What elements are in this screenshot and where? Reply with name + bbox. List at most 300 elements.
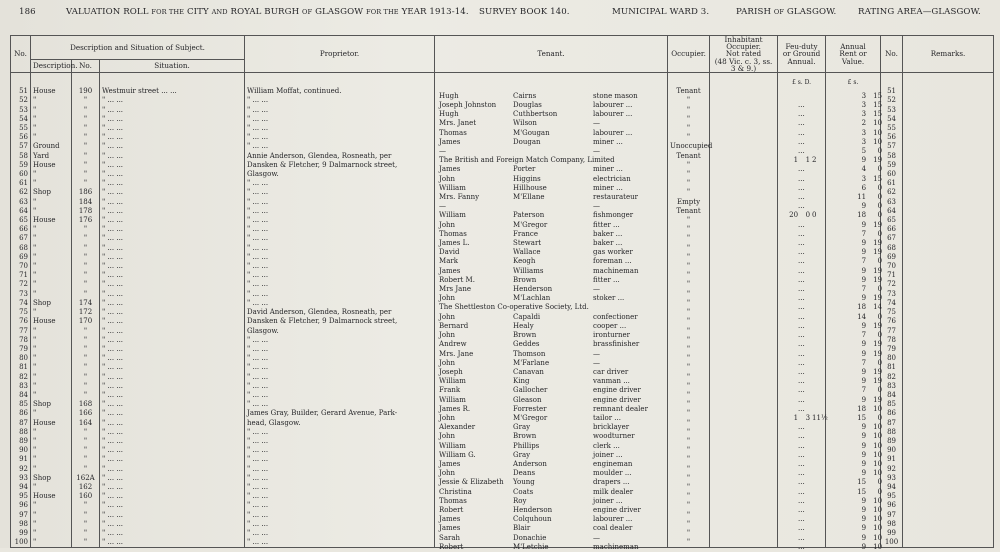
- situation-cell: " ... ...: [100, 115, 245, 124]
- situation-cell: " ... ...: [100, 501, 245, 510]
- tenant-cell: [435, 327, 668, 340]
- street-number-cell: 170: [72, 317, 100, 326]
- rent-pounds: 4: [861, 165, 867, 174]
- row-number: 64: [11, 207, 31, 216]
- feu-pence: 2: [812, 156, 817, 165]
- tenant-cell: [435, 152, 668, 165]
- situation-cell: " ... ...: [100, 336, 245, 345]
- rent-shillings: 19: [873, 395, 883, 404]
- table-row: [11, 96, 994, 105]
- occupier-cell: ": [668, 363, 710, 372]
- feu-duty-cell: [778, 253, 826, 266]
- tenant-occupation: milk dealer: [593, 487, 634, 496]
- remarks-cell: [903, 529, 994, 538]
- inhabitant-cell: [710, 400, 778, 409]
- rent-pounds: 9: [861, 340, 867, 349]
- annual-rent-cell: [826, 152, 883, 165]
- feu-duty-cell: [778, 96, 826, 110]
- description-cell: ": [31, 262, 72, 271]
- proprietor-cell: head, Glasgow.: [245, 419, 435, 428]
- occupier-cell: ": [668, 234, 710, 243]
- tenant-occupation: baker ...: [593, 239, 623, 248]
- tenant-first-name: Andrew: [439, 340, 467, 349]
- rent-pounds: 9: [861, 275, 867, 284]
- tenant-surname: Colquhoun: [513, 515, 552, 524]
- tenant-surname: Brown: [513, 275, 537, 284]
- situation-cell: " ... ...: [100, 152, 245, 161]
- inhabitant-cell: [710, 474, 778, 483]
- rent-shillings: 19: [873, 275, 883, 284]
- table-row: [11, 188, 994, 197]
- tenant-surname: M'Farlane: [513, 358, 550, 367]
- parish: PARISH OF GLASGOW.: [736, 7, 837, 17]
- row-number: 82: [11, 373, 31, 382]
- rent-pounds: 9: [861, 441, 867, 450]
- feu-placeholder: ...: [798, 174, 805, 183]
- street-number-cell: ": [72, 446, 100, 455]
- inhabitant-cell: [710, 529, 778, 538]
- tenant-surname: M'Gougan: [513, 128, 550, 137]
- table-row: [11, 465, 994, 474]
- rent-pounds: 9: [861, 469, 867, 478]
- annual-rent-cell: [826, 207, 883, 220]
- table-row: [11, 446, 994, 455]
- row-number: 69: [11, 253, 31, 262]
- description-cell: ": [31, 198, 72, 207]
- inhabitant-cell: [710, 373, 778, 382]
- row-number-right: 95: [881, 492, 903, 501]
- annual-rent-cell: [826, 345, 883, 358]
- proprietor-cell: " ... ...: [245, 336, 435, 345]
- remarks-cell: [903, 409, 994, 418]
- row-number: 58: [11, 152, 31, 161]
- situation-cell: " ... ...: [100, 382, 245, 391]
- rent-shillings: 0: [877, 478, 883, 487]
- row-number: 100: [11, 538, 31, 548]
- tenant-first-name: —: [439, 202, 447, 211]
- tenant-occupation: baker ...: [593, 229, 623, 238]
- tenant-first-name: Thomas: [439, 496, 467, 505]
- row-number-right: 71: [881, 271, 903, 280]
- description-cell: ": [31, 511, 72, 520]
- tenant-cell: [435, 308, 668, 321]
- table-row: [11, 262, 994, 271]
- situation-cell: " ... ...: [100, 492, 245, 501]
- description-cell: ": [31, 483, 72, 492]
- rent-pounds: 3: [861, 110, 867, 119]
- feu-placeholder: ...: [798, 285, 805, 294]
- occupier-cell: ": [668, 400, 710, 409]
- remarks-cell: [903, 419, 994, 428]
- annual-rent-cell: [826, 253, 883, 266]
- tenant-first-name: John: [439, 331, 456, 340]
- tenant-first-name: William: [439, 441, 466, 450]
- proprietor-cell: " ... ...: [245, 271, 435, 280]
- tenant-occupation: miner ...: [593, 183, 623, 192]
- street-number-cell: ": [72, 363, 100, 372]
- occupier-cell: Tenant: [668, 87, 710, 96]
- feu-placeholder: ...: [798, 505, 805, 514]
- rent-pounds: 9: [861, 450, 867, 459]
- description-cell: ": [31, 336, 72, 345]
- remarks-cell: [903, 455, 994, 464]
- inhabitant-cell: [710, 336, 778, 345]
- street-number-cell: ": [72, 244, 100, 253]
- proprietor-cell: " ... ...: [245, 474, 435, 483]
- rent-pounds: 3: [861, 174, 867, 183]
- occupier-cell: ": [668, 170, 710, 179]
- situation-cell: " ... ...: [100, 142, 245, 151]
- street-number-cell: 184: [72, 198, 100, 207]
- row-number: 84: [11, 391, 31, 400]
- row-number: 94: [11, 483, 31, 492]
- tenant-first-name: William: [439, 211, 466, 220]
- tenant-first-name: Bernard: [439, 321, 469, 330]
- feu-placeholder: ...: [798, 459, 805, 468]
- annual-rent-cell: [826, 437, 883, 450]
- tenant-first-name: James L.: [439, 239, 470, 248]
- occupier-cell: Unoccupied: [668, 142, 710, 151]
- row-number: 70: [11, 262, 31, 271]
- feu-duty-cell: [778, 483, 826, 496]
- rent-shillings: 19: [873, 349, 883, 358]
- description-cell: ": [31, 465, 72, 474]
- table-row: [11, 327, 994, 336]
- annual-rent-cell: [826, 290, 883, 303]
- feu-duty-cell: [778, 216, 826, 229]
- rent-shillings: 0: [877, 487, 883, 496]
- remarks-cell: [903, 152, 994, 161]
- tenant-cell: [435, 354, 668, 367]
- rent-pounds: 9: [861, 367, 867, 376]
- tenant-first-name: John: [439, 174, 456, 183]
- feu-duty-cell: [778, 179, 826, 192]
- feu-placeholder: ...: [798, 469, 805, 478]
- situation-cell: " ... ...: [100, 511, 245, 520]
- rent-pounds: 9: [861, 220, 867, 229]
- tenant-cell: [435, 299, 668, 312]
- street-number-cell: ": [72, 253, 100, 262]
- table-row: [11, 216, 994, 225]
- feu-duty-cell: [778, 492, 826, 505]
- street-number-cell: 160: [72, 492, 100, 501]
- rent-pounds: 9: [861, 524, 867, 533]
- description-cell: ": [31, 170, 72, 179]
- street-number-cell: ": [72, 124, 100, 133]
- occupier-cell: ": [668, 437, 710, 446]
- annual-rent-cell: [826, 115, 883, 128]
- description-cell: House: [31, 317, 72, 326]
- tenant-surname: Coats: [513, 487, 534, 496]
- street-number-cell: ": [72, 225, 100, 234]
- annual-rent-cell: [826, 179, 883, 192]
- annual-rent-cell: [826, 400, 883, 413]
- description-cell: ": [31, 520, 72, 529]
- table-row: [11, 474, 994, 483]
- proprietor-cell: James Gray, Builder, Gerard Avenue, Park-: [245, 409, 435, 418]
- description-cell: Ground: [31, 142, 72, 151]
- rent-shillings: 0: [877, 229, 883, 238]
- table-row: [11, 207, 994, 216]
- description-cell: ": [31, 354, 72, 363]
- table-row: [11, 520, 994, 529]
- street-number-cell: ": [72, 511, 100, 520]
- situation-cell: " ... ...: [100, 373, 245, 382]
- remarks-cell: [903, 198, 994, 207]
- tenant-surname: M'Lachlan: [513, 294, 551, 303]
- feu-duty-cell: [778, 391, 826, 404]
- tenant-first-name: Robert: [439, 505, 464, 514]
- tenant-surname: M'Ellane: [513, 193, 545, 202]
- rent-pounds: 9: [861, 496, 867, 505]
- situation-cell: Westmuir street ... ...: [100, 87, 245, 96]
- row-number-right: 73: [881, 290, 903, 299]
- table-row: [11, 152, 994, 161]
- tenant-occupation: confectioner: [593, 312, 638, 321]
- description-cell: ": [31, 501, 72, 510]
- table-row: [11, 244, 994, 253]
- proprietor-cell: " ... ...: [245, 345, 435, 354]
- proprietor-cell: " ... ...: [245, 179, 435, 188]
- feu-duty-cell: [778, 299, 826, 312]
- description-cell: ": [31, 538, 72, 548]
- situation-cell: " ... ...: [100, 455, 245, 464]
- inhabitant-cell: [710, 170, 778, 179]
- description-cell: ": [31, 106, 72, 115]
- rent-shillings: 10: [873, 441, 883, 450]
- rent-pounds: 9: [861, 533, 867, 542]
- table-row: [11, 142, 994, 151]
- row-number: 95: [11, 492, 31, 501]
- col-tenant: Tenant.: [435, 36, 668, 73]
- annual-rent-cell: [826, 87, 883, 100]
- row-number-right: 52: [881, 96, 903, 105]
- description-cell: ": [31, 363, 72, 372]
- annual-rent-cell: [826, 124, 883, 137]
- situation-cell: " ... ...: [100, 538, 245, 548]
- remarks-cell: [903, 96, 994, 105]
- tenant-occupation: —: [593, 358, 601, 367]
- rent-pounds: 6: [861, 183, 867, 192]
- street-number-cell: ": [72, 345, 100, 354]
- feu-duty-cell: [778, 520, 826, 533]
- remarks-cell: [903, 161, 994, 170]
- rent-pounds: 9: [861, 515, 867, 524]
- row-number-right: 98: [881, 520, 903, 529]
- proprietor-cell: " ... ...: [245, 216, 435, 225]
- row-number-right: 74: [881, 299, 903, 308]
- street-number-cell: 174: [72, 299, 100, 308]
- feu-duty-cell: [778, 446, 826, 459]
- row-number-right: 57: [881, 142, 903, 151]
- inhabitant-cell: [710, 455, 778, 464]
- street-number-cell: ": [72, 520, 100, 529]
- rent-pounds: 9: [861, 321, 867, 330]
- situation-cell: " ... ...: [100, 207, 245, 216]
- tenant-occupation: gas worker: [593, 248, 633, 257]
- feu-duty-cell: [778, 455, 826, 468]
- feu-placeholder: ...: [798, 101, 805, 110]
- rent-shillings: 0: [877, 165, 883, 174]
- tenant-first-name: John: [439, 220, 456, 229]
- tenant-cell: [435, 179, 668, 192]
- proprietor-cell: " ... ...: [245, 207, 435, 216]
- remarks-cell: [903, 106, 994, 115]
- tenant-occupation: —: [593, 147, 601, 156]
- feu-placeholder: ...: [798, 386, 805, 395]
- proprietor-cell: " ... ...: [245, 234, 435, 243]
- feu-placeholder: ...: [798, 515, 805, 524]
- inhabitant-cell: [710, 363, 778, 372]
- tenant-surname: Wallace: [513, 248, 541, 257]
- feu-duty-cell: [778, 207, 826, 220]
- tenant-occupation: engine driver: [593, 395, 641, 404]
- occupier-cell: ": [668, 96, 710, 105]
- rent-shillings: 10: [873, 450, 883, 459]
- remarks-cell: [903, 520, 994, 529]
- feu-placeholder: ...: [798, 450, 805, 459]
- occupier-cell: ": [668, 188, 710, 197]
- tenant-surname: M'Gregor: [513, 413, 548, 422]
- rent-pounds: 9: [861, 266, 867, 275]
- feu-placeholder: ...: [798, 487, 805, 496]
- occupier-cell: Tenant: [668, 207, 710, 216]
- inhabitant-cell: [710, 244, 778, 253]
- annual-rent-cell: [826, 511, 883, 524]
- rent-shillings: 10: [873, 137, 883, 146]
- row-number-right: 100: [881, 538, 903, 548]
- remarks-cell: [903, 373, 994, 382]
- row-number: 66: [11, 225, 31, 234]
- feu-placeholder: ...: [798, 248, 805, 257]
- tenant-cell: [435, 207, 668, 220]
- annual-rent-cell: [826, 373, 883, 386]
- description-cell: ": [31, 428, 72, 437]
- rent-pounds: 7: [861, 386, 867, 395]
- row-number: 88: [11, 428, 31, 437]
- feu-duty-cell: [778, 345, 826, 358]
- occupier-cell: ": [668, 133, 710, 142]
- tenant-surname: Anderson: [513, 459, 547, 468]
- rent-shillings: 0: [877, 331, 883, 340]
- occupier-cell: ": [668, 299, 710, 308]
- tenant-cell: [435, 419, 668, 432]
- feu-duty-cell: [778, 106, 826, 119]
- situation-cell: " ... ...: [100, 198, 245, 207]
- table-row: [11, 115, 994, 124]
- inhabitant-cell: [710, 428, 778, 437]
- description-cell: House: [31, 492, 72, 501]
- row-number: 99: [11, 529, 31, 538]
- table-row: [11, 345, 994, 354]
- tenant-cell: [435, 115, 668, 128]
- rent-pounds: 7: [861, 229, 867, 238]
- proprietor-cell: " ... ...: [245, 538, 435, 548]
- street-number-cell: 162A: [72, 474, 100, 483]
- inhabitant-cell: [710, 511, 778, 520]
- tenant-occupation: fitter ...: [593, 275, 620, 284]
- rent-shillings: 19: [873, 321, 883, 330]
- row-number-right: 77: [881, 327, 903, 336]
- row-number-right: 87: [881, 419, 903, 428]
- tenant-surname: Williams: [513, 266, 544, 275]
- row-number: 56: [11, 133, 31, 142]
- annual-rent-cell: [826, 520, 883, 533]
- tenant-cell: [435, 262, 668, 275]
- row-number: 67: [11, 234, 31, 243]
- valuation-table: [10, 35, 994, 551]
- inhabitant-cell: [710, 152, 778, 161]
- tenant-cell: [435, 391, 668, 404]
- feu-duty-cell: [778, 188, 826, 202]
- feu-placeholder: ...: [798, 542, 805, 551]
- feu-placeholder: ...: [798, 478, 805, 487]
- feu-placeholder: ...: [798, 358, 805, 367]
- proprietor-cell: " ... ...: [245, 382, 435, 391]
- proprietor-cell: " ... ...: [245, 373, 435, 382]
- tenant-cell: [435, 373, 668, 386]
- rent-pounds: 3: [861, 128, 867, 137]
- situation-cell: " ... ...: [100, 244, 245, 253]
- row-number-right: 83: [881, 382, 903, 391]
- description-cell: ": [31, 253, 72, 262]
- feu-duty-cell: [778, 170, 826, 183]
- annual-rent-cell: [826, 299, 883, 312]
- description-cell: ": [31, 345, 72, 354]
- rent-shillings: 10: [873, 459, 883, 468]
- row-number: 63: [11, 198, 31, 207]
- proprietor-cell: " ... ...: [245, 446, 435, 455]
- table-row: [11, 354, 994, 363]
- rent-shillings: 10: [873, 128, 883, 137]
- feu-placeholder: ...: [798, 294, 805, 303]
- tenant-surname: Deans: [513, 469, 536, 478]
- annual-rent-cell: [826, 382, 883, 395]
- row-number-right: 66: [881, 225, 903, 234]
- proprietor-cell: " ... ...: [245, 225, 435, 234]
- feu-shillings: 0: [805, 211, 811, 220]
- rent-pounds: 3: [861, 91, 867, 100]
- rent-shillings: 19: [873, 220, 883, 229]
- rent-shillings: 15: [873, 174, 883, 183]
- street-number-cell: ": [72, 327, 100, 336]
- page-number: 186: [19, 7, 36, 17]
- occupier-cell: ": [668, 446, 710, 455]
- annual-rent-cell: [826, 271, 883, 284]
- description-cell: ": [31, 290, 72, 299]
- remarks-cell: [903, 225, 994, 234]
- feu-duty-cell: [778, 373, 826, 386]
- feu-placeholder: ...: [798, 432, 805, 441]
- feu-placeholder: ...: [798, 349, 805, 358]
- row-number-right: 69: [881, 253, 903, 262]
- tenant-occupation: joiner ...: [593, 450, 623, 459]
- tenant-occupation: engine driver: [593, 386, 641, 395]
- tenant-surname: Brown: [513, 432, 537, 441]
- tenant-cell: [435, 336, 668, 349]
- tenant-occupation: moulder ...: [593, 469, 632, 478]
- tenant-cell: [435, 244, 668, 257]
- rent-pounds: 18: [857, 211, 867, 220]
- feu-duty-cell: [778, 428, 826, 441]
- street-number-cell: ": [72, 501, 100, 510]
- tenant-first-name: David: [439, 248, 460, 257]
- table-row: [11, 198, 994, 207]
- row-number: 52: [11, 96, 31, 105]
- row-number: 61: [11, 179, 31, 188]
- situation-cell: " ... ...: [100, 234, 245, 243]
- tenant-first-name: Hugh: [439, 110, 459, 119]
